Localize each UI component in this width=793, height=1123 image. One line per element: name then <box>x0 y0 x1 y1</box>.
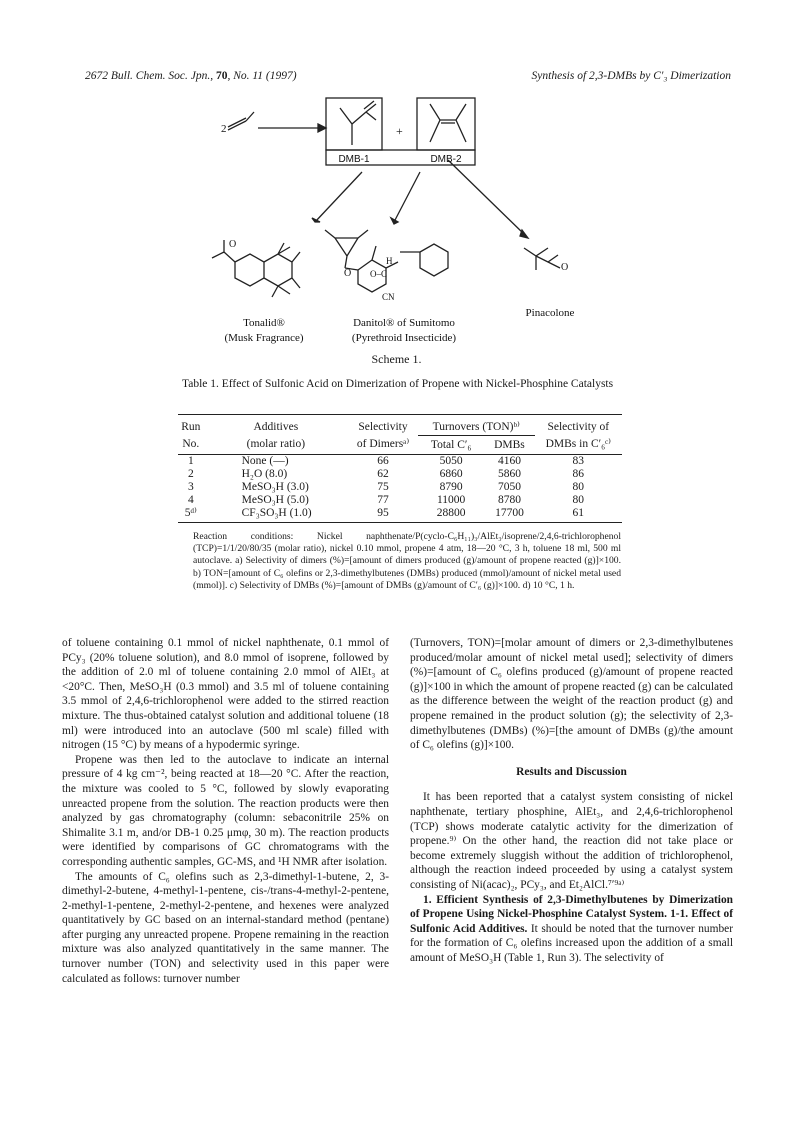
section-heading: Results and Discussion <box>516 765 627 778</box>
th-dmbs: DMBs <box>484 436 534 455</box>
th-dmbs-in-c6: DMBs in C′₆ᶜ⁾ <box>535 436 622 455</box>
tonalid-name: Tonalid® <box>243 317 285 329</box>
plus-sign: + <box>396 124 403 138</box>
cell: 5ᵈ⁾ <box>178 507 204 523</box>
paragraph-text: It should be noted that the turnover number for the formation of C₆ olefins increased upon the addition of a small amount of MeSO₃H (Table 1, Run 3). The selectivity of <box>410 922 733 964</box>
cell: 75 <box>377 481 389 493</box>
left-column <box>62 636 389 986</box>
cell: 5050 <box>439 455 463 467</box>
cell: 11000 <box>436 494 466 506</box>
cell: CF₃SO₃H (1.0) <box>204 507 348 523</box>
coefficient-label: 2 <box>221 123 227 135</box>
cell: 28800 <box>418 507 484 523</box>
header-left: 2672 Bull. Chem. Soc. Jpn., 70, No. 11 (1997) <box>85 70 297 82</box>
cell: 86 <box>572 468 585 480</box>
dmb1-structure <box>340 104 376 145</box>
cell: 5860 <box>497 468 521 480</box>
cell: 61 <box>535 507 622 523</box>
table-caption: Table 1. Effect of Sulfonic Acid on Dimerization of Propene with Nickel-Phosphine Catalysts <box>182 378 614 390</box>
tonalid-o-atom: O <box>229 239 237 250</box>
propene-structure <box>228 112 254 130</box>
dmb1-label: DMB-1 <box>338 154 370 165</box>
tonalid-structure <box>212 240 300 297</box>
cell: 3 <box>187 481 194 493</box>
th-molar-ratio: (molar ratio) <box>204 436 348 455</box>
cell: H₂O (8.0) <box>241 468 288 480</box>
dmb2-box <box>417 98 475 150</box>
pinacolone-o-atom: O <box>561 262 569 273</box>
th-of-dimers: of Dimersᵃ⁾ <box>348 436 418 455</box>
cell: 2 <box>187 468 194 480</box>
th-additives: Additives <box>204 415 348 436</box>
paragraph: It has been reported that a catalyst system consisting of nickel naphthenate, tertiary phosphine, AlEt₃, and 2,4,6-trichlorophenol (TCP) shows moderate catalytic activity for the dimerization of propene.⁹⁾ On the other hand, the reaction did not take place or become extremely sluggish without the addition of trichlorophenol, although the reaction indeed proceeded by using a catalyst system consisting of Ni(acac)₂, PCy₃, and Et₂AlCl.⁷ʹ⁹ᵃ⁾ <box>410 791 733 891</box>
paragraph <box>410 893 733 966</box>
cell: 1 <box>187 455 194 467</box>
danitol-name: Danitol® of Sumitomo <box>353 317 455 329</box>
paragraph: (Turnovers, TON)=[molar amount of dimers or 2,3-dimethylbutenes produced/molar amount of nickel metal used]; selectivity of dimers (%)=[amount of C₆ olefins produced (g)/amount of propene reacted (g)]×100 in which the amount of propene reacted (g) can be calculated as the difference between the weight of the reaction product (g) and propene remained in the product solution (g); the selectivity of 2,3-dimethylbutenes (DMBs) (%)=[the amount of DMBs (g)/the amount of C₆ olefins (g)]×100. <box>410 637 733 752</box>
th-run: Run <box>178 415 204 436</box>
right-column <box>410 636 733 965</box>
cell: 62 <box>377 468 389 480</box>
pinacolone-structure <box>524 248 560 270</box>
table-row <box>178 481 622 494</box>
danitol-o-atom: O <box>344 268 352 279</box>
table-footnote: Reaction conditions: Nickel naphthenate/P(cyclo-C₆H₁₁)₃/AlEt₃/isoprene/2,4,6-trichlorophenol (TCP)=1/1/20/80/35 (molar ratio), nickel 0.10 mmol, propene 4 atm, 18—20 °C, 3 h, toluene 18 ml, 500 ml autoclave. a) Selectivity of dimers (%)=[amount of dimers produced (g)/amount of propene reacted (g)]×100. b) TON=[amount of C₆ olefins or 2,3-dimethylbutenes (DMBs) produced (mmol)/amount of nickel metal used (mmol)]. c) Selectivity of DMBs (%)=[amount of DMBs (g)/amount of C′₆ (g)]×100. d) 10 °C, 1 h. <box>193 531 621 591</box>
cell: None (—) <box>241 455 289 467</box>
cell: 4160 <box>497 455 521 467</box>
scheme-caption: Scheme 1. <box>371 352 422 366</box>
cell: 8790 <box>439 481 463 493</box>
table-row <box>178 455 622 469</box>
cell: 4 <box>187 494 194 506</box>
dmb2-label: DMB-2 <box>430 154 462 165</box>
cell: MeSO₃H (3.0) <box>241 481 309 493</box>
th-selectivity: Selectivity <box>348 415 418 436</box>
cell: 17700 <box>484 507 534 523</box>
danitol-h-atom: H <box>386 256 393 266</box>
th-selectivity-of: Selectivity of <box>535 415 622 436</box>
cell: MeSO₃H (5.0) <box>241 494 309 506</box>
cell: 77 <box>377 494 389 506</box>
scheme-1-figure <box>0 85 793 355</box>
th-total-c6: Total C′₆ <box>418 436 484 455</box>
danitol-desc: (Pyrethroid Insecticide) <box>351 332 457 344</box>
danitol-oc-atoms: O–C <box>370 269 388 279</box>
th-turnovers: Turnovers (TON)ᵇ⁾ <box>418 415 535 436</box>
paragraph: of toluene containing 0.1 mmol of nickel naphthenate, 0.1 mmol of PCy₃ (20% toluene solution), and 8.0 mmol of isoprene, followed by the addition of 2.0 ml of toluene containing 2.0 mmol of AlEt₃ at <20°C. Then, MeSO₃H (0.3 mmol) and 3.5 ml of toluene containing 3.5 mmol of 2,4,6-trichlorophenol were added to the stirred reaction mixture. The thus-obtained catalyst solution and additional toluene (18 ml) were introduced into an autoclave (500 ml scale) filled with nitrogen (15 °C) by means of a hypodermic syringe. <box>62 637 389 752</box>
table-1 <box>178 414 622 523</box>
table-row <box>178 468 622 481</box>
pinacolone-name: Pinacolone <box>525 307 575 319</box>
table-row <box>178 507 622 523</box>
cell: 8780 <box>497 494 521 506</box>
th-no: No. <box>178 436 204 455</box>
cell: 6860 <box>439 468 463 480</box>
cell: 80 <box>572 481 585 493</box>
paragraph: Propene was then led to the autoclave to indicate an internal pressure of 4 kg cm⁻², being reacted at 18—20 °C. After the reaction, the mixture was cooled to 5 °C, followed by slowly evaporating unreacted propene from the solution. The reaction products were then analyzed by gas chromatography (column: sebaconitrile 25% on Shimalite 3.1 m, and/or DB-1 0.25 μmφ, 30 m). The reaction products were identified by comparisons of GC chromatograms with the corresponding authentic samples, GC-MS, and ¹H NMR after isolation. <box>62 753 389 868</box>
cell: 66 <box>377 455 389 467</box>
cell: 7050 <box>497 481 521 493</box>
cell: 95 <box>348 507 418 523</box>
table-row <box>178 494 622 507</box>
cell: 83 <box>572 455 585 467</box>
danitol-cn-group: CN <box>382 292 395 302</box>
paragraph: The amounts of C₆ olefins such as 2,3-dimethyl-1-butene, 2, 3-dimethyl-2-butene, 4-methyl-1-pentene, cis-/trans-4-methyl-2-pentene, 2-methyl-1-pentene, 2-methyl-2-pentene, and hexenes were analyzed quantitatively by GC based on an internal-standard method (pentane) after purging any unreacted propene. Propene remaining in the reaction mixture was also analyzed quantitatively in the same manner. The turnover number (TON) and selectivity used in this paper were calculated as follows: turnover number <box>62 870 389 985</box>
tonalid-desc: (Musk Fragrance) <box>224 332 304 344</box>
subsection-heading: 1. Efficient Synthesis of 2,3-Dimethylbutenes by Dimerization of Propene Using Nickel-Phosphine Catalyst System. 1-1. Effect of Sulfonic Acid Additives. <box>410 893 733 935</box>
header-right: Synthesis of 2,3-DMBs by C′₃ Dimerization <box>531 70 731 82</box>
cell: 80 <box>572 494 585 506</box>
